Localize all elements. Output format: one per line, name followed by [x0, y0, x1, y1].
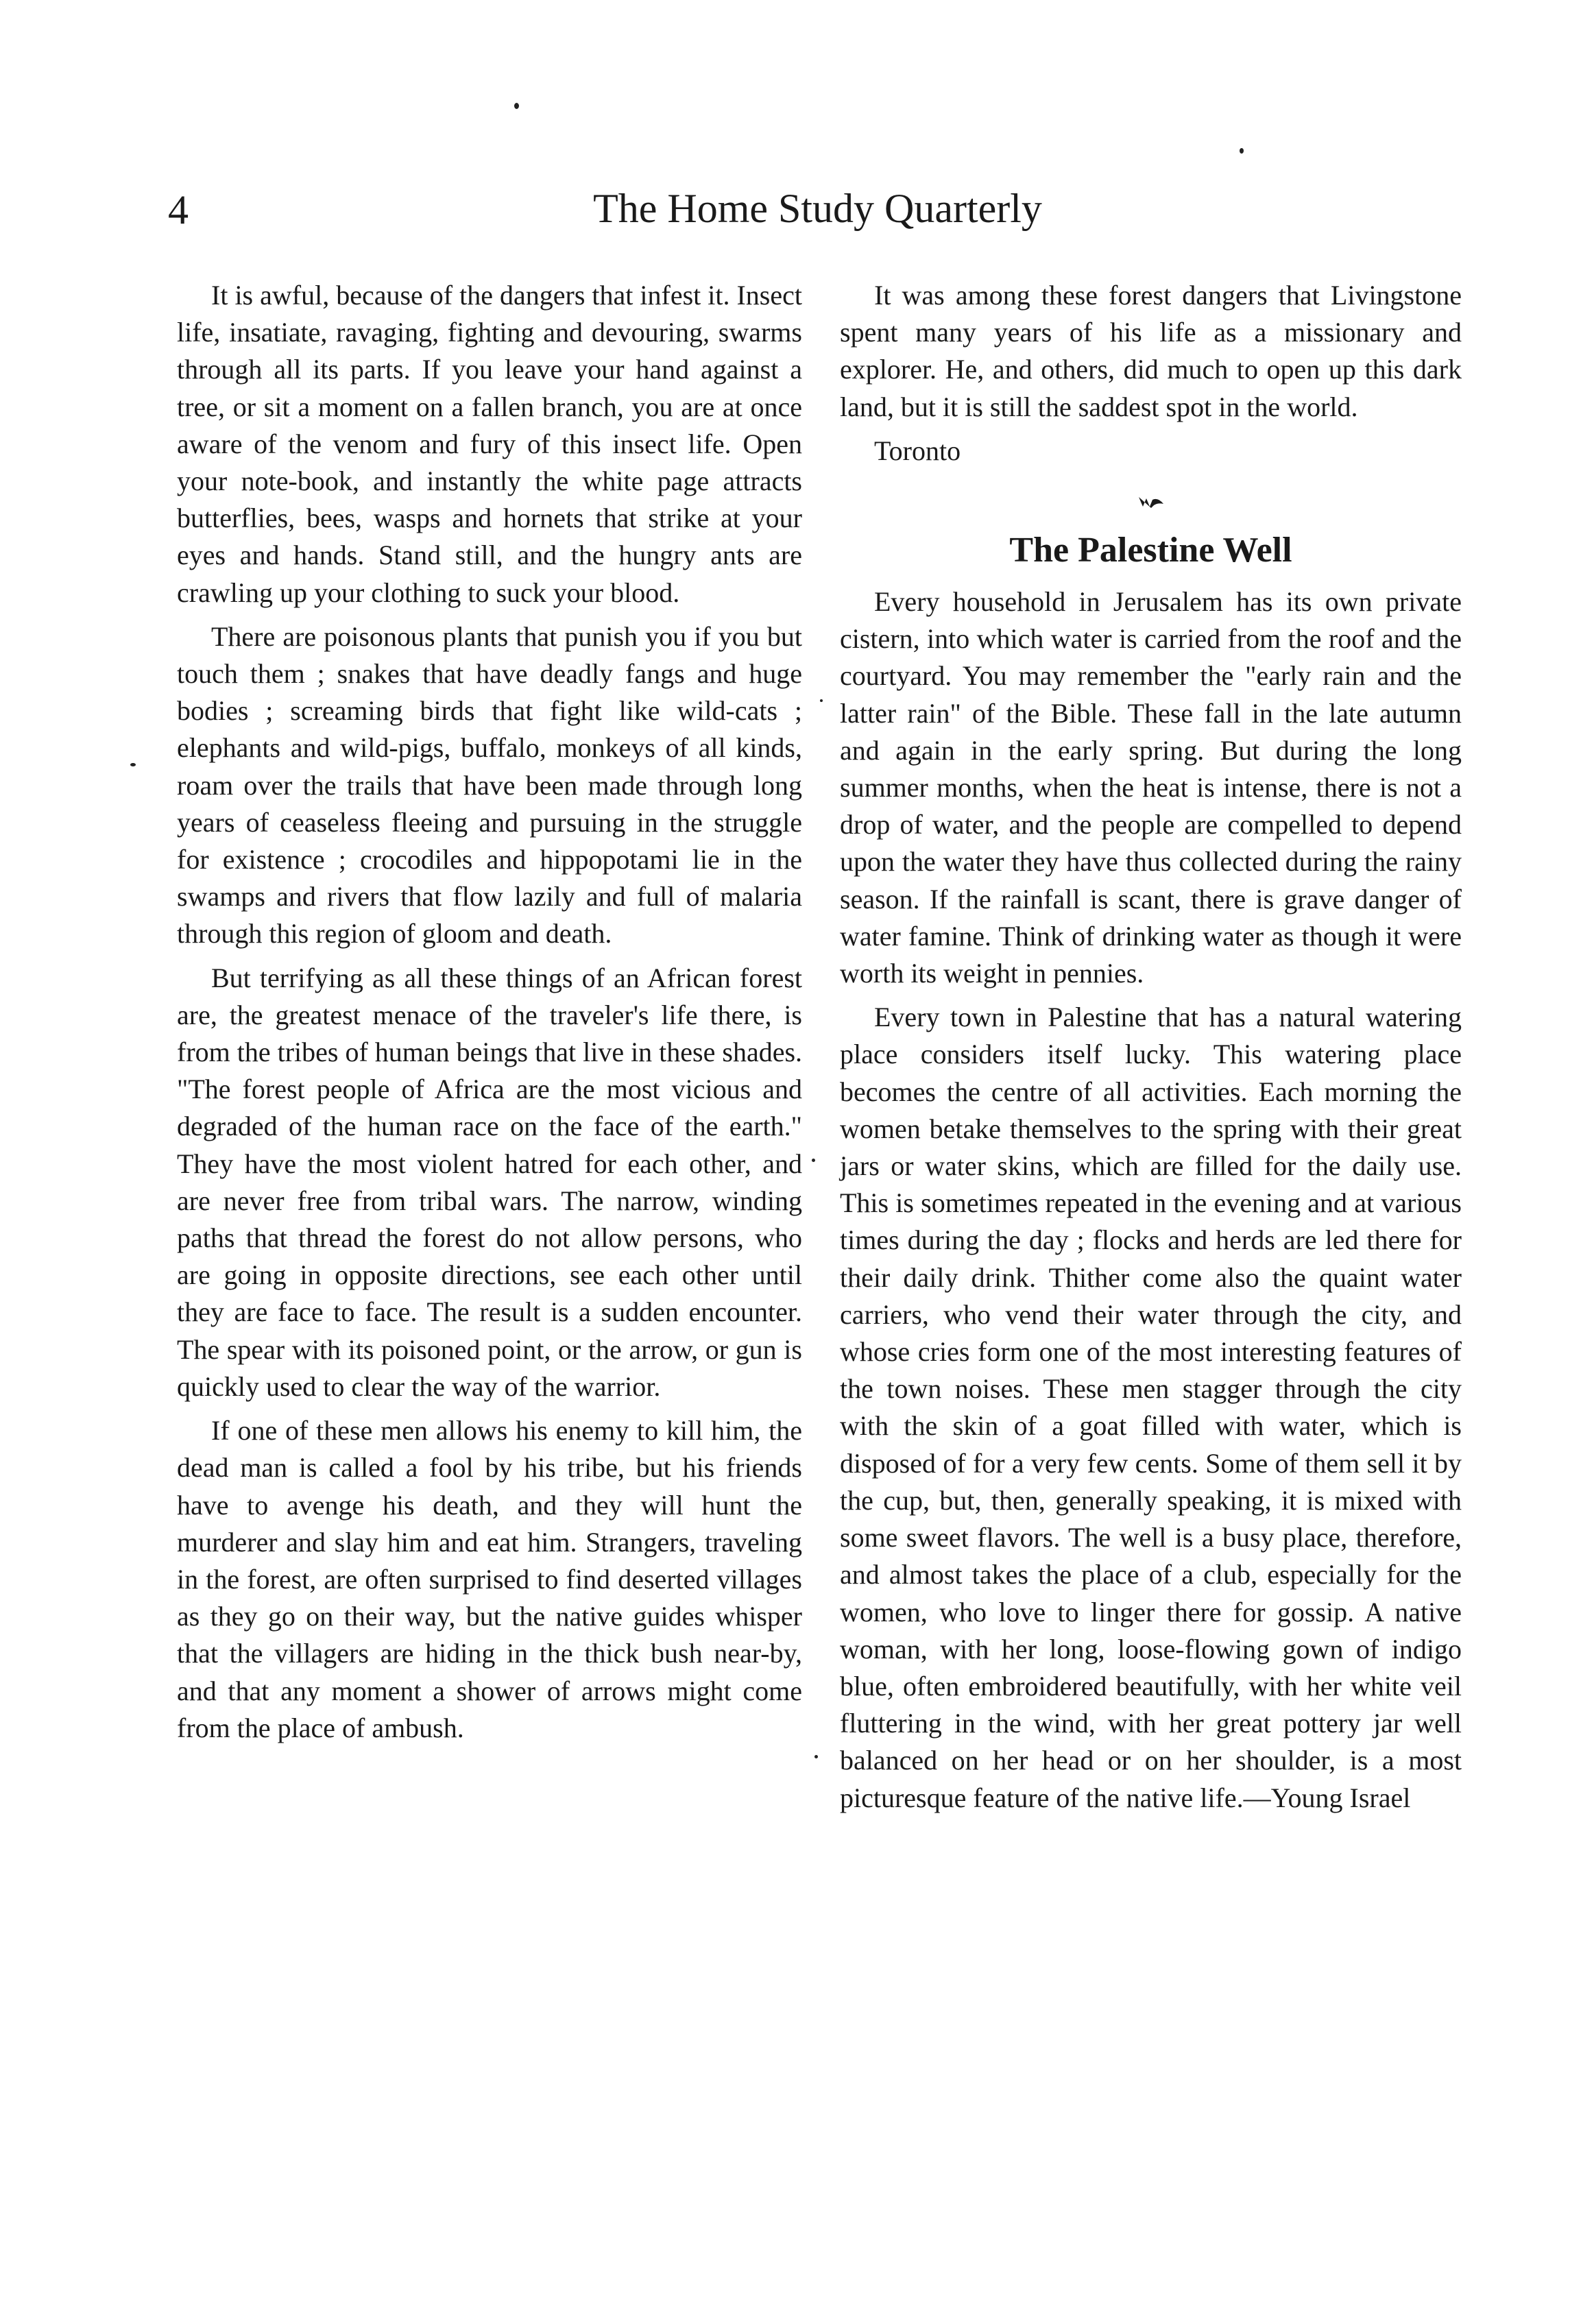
signoff: Toronto	[874, 435, 961, 466]
print-speck	[514, 103, 519, 109]
paragraph: It was among these forest dangers that Livingstone spent many years of his life as a missionary and explorer. He, and others, did much to open up this dark land, but it is still the saddest spot in the world.	[840, 280, 1462, 422]
paragraph: If one of these men allows his enemy to kill him, the dead man is called a fool by his tribe, but his friends have to avenge his death, and they will hunt the murderer and slay him and eat him. Strangers, traveling in the forest, are often surprised to find deserted villages as they go on their way, but the native guides whisper that the villagers are hiding in the thick bush near-by, and that any moment a shower of arrows might come from the place of ambush.	[177, 1415, 802, 1743]
print-speck	[1240, 148, 1244, 154]
paragraph: There are poisonous plants that punish you if you but touch them ; snakes that have deadly fangs and huge bodies ; screaming birds that fight like wild-cats ; elephants and wild-pigs, buffalo, monkeys of all kinds, roam over the trails that have been made through long years of ceaseless fleeing and pursuing in the struggle for existence ; crocodiles and hippopotami lie in the swamps and rivers that flow lazily and full of malaria through this region of gloom and death.	[177, 620, 802, 949]
right-column	[840, 277, 1462, 1817]
paragraph: Every household in Jerusalem has its own private cistern, into which water is carried from the roof and the courtyard. You may remember the "early rain and the latter rain" of the Bible. These fall in the late autumn and again in the early spring. But during the long summer months, when the heat is intense, there is not a drop of water, and the people are compelled to depend upon the water they have thus collected during the rainy season. If the rainfall is scant, there is grave danger of water famine. Think of drinking water as though it were worth its weight in pennies.	[840, 586, 1462, 989]
page-header	[168, 180, 1467, 255]
running-title: The Home Study Quarterly	[593, 186, 1042, 231]
paragraph: It is awful, because of the dangers that infest it. Insect life, insatiate, ravaging, fighting and devouring, swarms through all its parts. If you leave your hand against a tree, or sit a moment on a fallen branch, you are at once aware of the venom and fury of this insect life. Open your note-book, and instantly the white page attracts butterflies, bees, wasps and hornets that strike at your eyes and hands. Stand still, and the hungry ants are crawling up your clothing to suck your blood.	[177, 280, 802, 608]
print-speck	[814, 1755, 818, 1758]
page-number: 4	[168, 187, 189, 232]
section-divider	[840, 476, 1462, 522]
paragraph: Every town in Palestine that has a natural watering place considers itself lucky. This watering place becomes the centre of all activities. Each morning the women betake themselves to the spring with their great jars or water skins, which are filled for the daily use. This is sometimes repeated in the evening and at various times during the day ; flocks and herds are led there for their daily drink. Thither come also the quaint water carriers, who vend their water through the city, and whose cries form one of the most interesting features of the town noises. These men stagger through the city with the skin of a goat filled with water, which is disposed of for a very few cents. Some of them sell it by the cup, but, then, generally speaking, it is mixed with some sweet flavors. The well is a busy place, therefore, and almost takes the place of a club, especially for the women, who love to linger there for gossip. A native woman, with her long, loose-flowing gown of indigo blue, often embroidered beautifully, with her white veil fluttering in the wind, with her great pottery jar well balanced on her head or on her shoulder, is a most picturesque feature of the native life.—Young Israel	[840, 1002, 1462, 1813]
print-speck	[130, 763, 136, 766]
print-speck	[820, 699, 823, 702]
decorative-fleuron-icon	[1137, 494, 1165, 509]
print-speck	[812, 1159, 815, 1162]
left-column	[177, 277, 802, 1747]
section-title: The Palestine Well	[1009, 531, 1292, 570]
paragraph: But terrifying as all these things of an African forest are, the greatest menace of the traveler's life there, is from the tribes of human beings that live in these shades. "The forest people of Africa are the most vicious and degraded of the human race on the face of the earth." They have the most violent hatred for each other, and are never free from tribal wars. The narrow, winding paths that thread the forest do not allow persons, who are going in opposite directions, see each other until they are face to face. The result is a sudden encounter. The spear with its poisoned point, or the arrow, or gun is quickly used to clear the way of the warrior.	[177, 962, 803, 1402]
